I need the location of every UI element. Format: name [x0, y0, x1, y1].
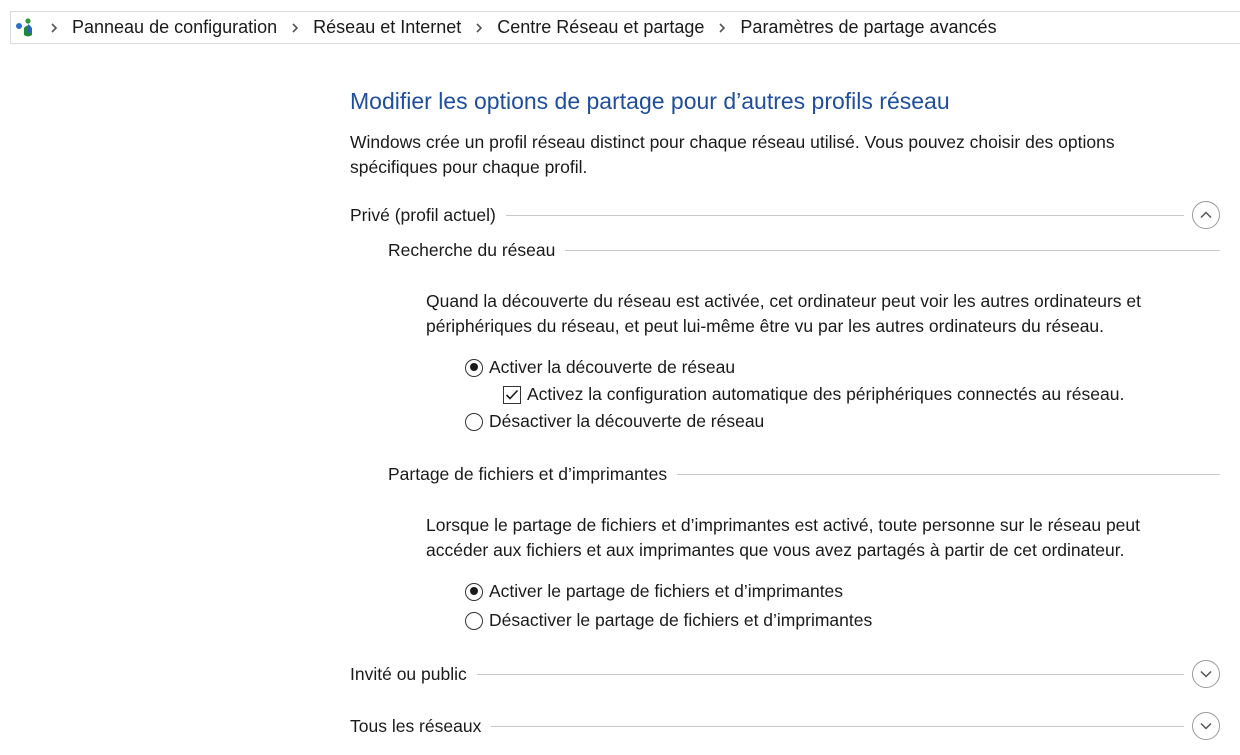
profile-label-all: Tous les réseaux	[350, 715, 482, 736]
subsection-header-file-sharing	[388, 464, 1220, 485]
option-label[interactable]: Désactiver la découverte de réseau	[489, 411, 765, 431]
profile-header-private	[350, 201, 1220, 229]
radio-enable-network-discovery[interactable]	[465, 357, 735, 378]
breadcrumb-advanced-sharing[interactable]: Paramètres de partage avancés	[740, 17, 997, 37]
radio-disable-file-sharing[interactable]	[465, 610, 872, 631]
option-label[interactable]: Activer la découverte de réseau	[489, 357, 736, 377]
option-label[interactable]: Activer le partage de fichiers et d’imprimantes	[489, 581, 844, 601]
file-sharing-description	[426, 513, 1216, 563]
radio-button-checked[interactable]	[465, 583, 483, 601]
subsection-header-network-discovery	[388, 240, 1220, 261]
radio-button[interactable]	[465, 612, 483, 630]
breadcrumb-network-internet[interactable]: Réseau et Internet	[313, 17, 462, 37]
option-label[interactable]: Désactiver le partage de fichiers et d’imprimantes	[489, 610, 873, 630]
checkmark-icon	[505, 389, 519, 401]
radio-disable-network-discovery[interactable]	[465, 411, 764, 432]
breadcrumb-network-sharing-center[interactable]: Centre Réseau et partage	[497, 17, 705, 37]
chevron-up-icon	[1199, 210, 1213, 220]
divider	[565, 250, 1220, 251]
intro-line: Windows crée un profil réseau distinct pour chaque réseau utilisé. Vous pouvez choisir des options	[350, 132, 1115, 152]
radio-button[interactable]	[465, 413, 483, 431]
breadcrumb-control-panel[interactable]: Panneau de configuration	[72, 17, 278, 37]
chevron-right-icon[interactable]	[466, 22, 492, 34]
profile-header-guest	[350, 660, 1220, 688]
expand-all-networks-button[interactable]	[1192, 712, 1220, 740]
page-intro	[350, 130, 1170, 180]
subsection-label: Partage de fichiers et d’imprimantes	[388, 464, 668, 484]
radio-button-checked[interactable]	[465, 359, 483, 377]
divider	[491, 726, 1184, 727]
chevron-down-icon	[1199, 721, 1213, 731]
divider	[506, 215, 1184, 216]
subsection-label: Recherche du réseau	[388, 240, 556, 260]
profile-label-private: Privé (profil actuel)	[350, 204, 496, 225]
collapse-private-button[interactable]	[1192, 201, 1220, 229]
profile-label-guest: Invité ou public	[350, 663, 467, 684]
network-discovery-description	[426, 289, 1216, 339]
chevron-down-icon	[1199, 669, 1213, 679]
description-line: accéder aux fichiers et aux imprimantes que vous avez partagés à partir de cet ordinateur.	[426, 540, 1125, 560]
page-title: Modifier les options de partage pour d’autres profils réseau	[350, 88, 950, 114]
option-label[interactable]: Activez la configuration automatique des périphériques connectés au réseau.	[527, 384, 1125, 404]
radio-enable-file-sharing[interactable]	[465, 581, 843, 602]
chevron-right-icon[interactable]	[282, 22, 308, 34]
network-and-sharing-icon[interactable]	[11, 12, 41, 43]
description-line: Lorsque le partage de fichiers et d’imprimantes est activé, toute personne sur le réseau peut	[426, 515, 1141, 535]
description-line: périphériques du réseau, et peut lui-même être vu par les autres ordinateurs du réseau.	[426, 316, 1105, 336]
expand-guest-button[interactable]	[1192, 660, 1220, 688]
profile-header-all	[350, 712, 1220, 740]
checkbox-checked[interactable]	[503, 386, 521, 404]
intro-line: spécifiques pour chaque profil.	[350, 157, 588, 177]
chevron-right-icon[interactable]	[41, 22, 67, 34]
divider	[477, 674, 1184, 675]
description-line: Quand la découverte du réseau est activée, cet ordinateur peut voir les autres ordinateurs et	[426, 291, 1142, 311]
checkbox-auto-config[interactable]	[503, 384, 1124, 405]
breadcrumb	[10, 11, 1240, 44]
chevron-right-icon[interactable]	[709, 22, 735, 34]
divider	[677, 474, 1220, 475]
